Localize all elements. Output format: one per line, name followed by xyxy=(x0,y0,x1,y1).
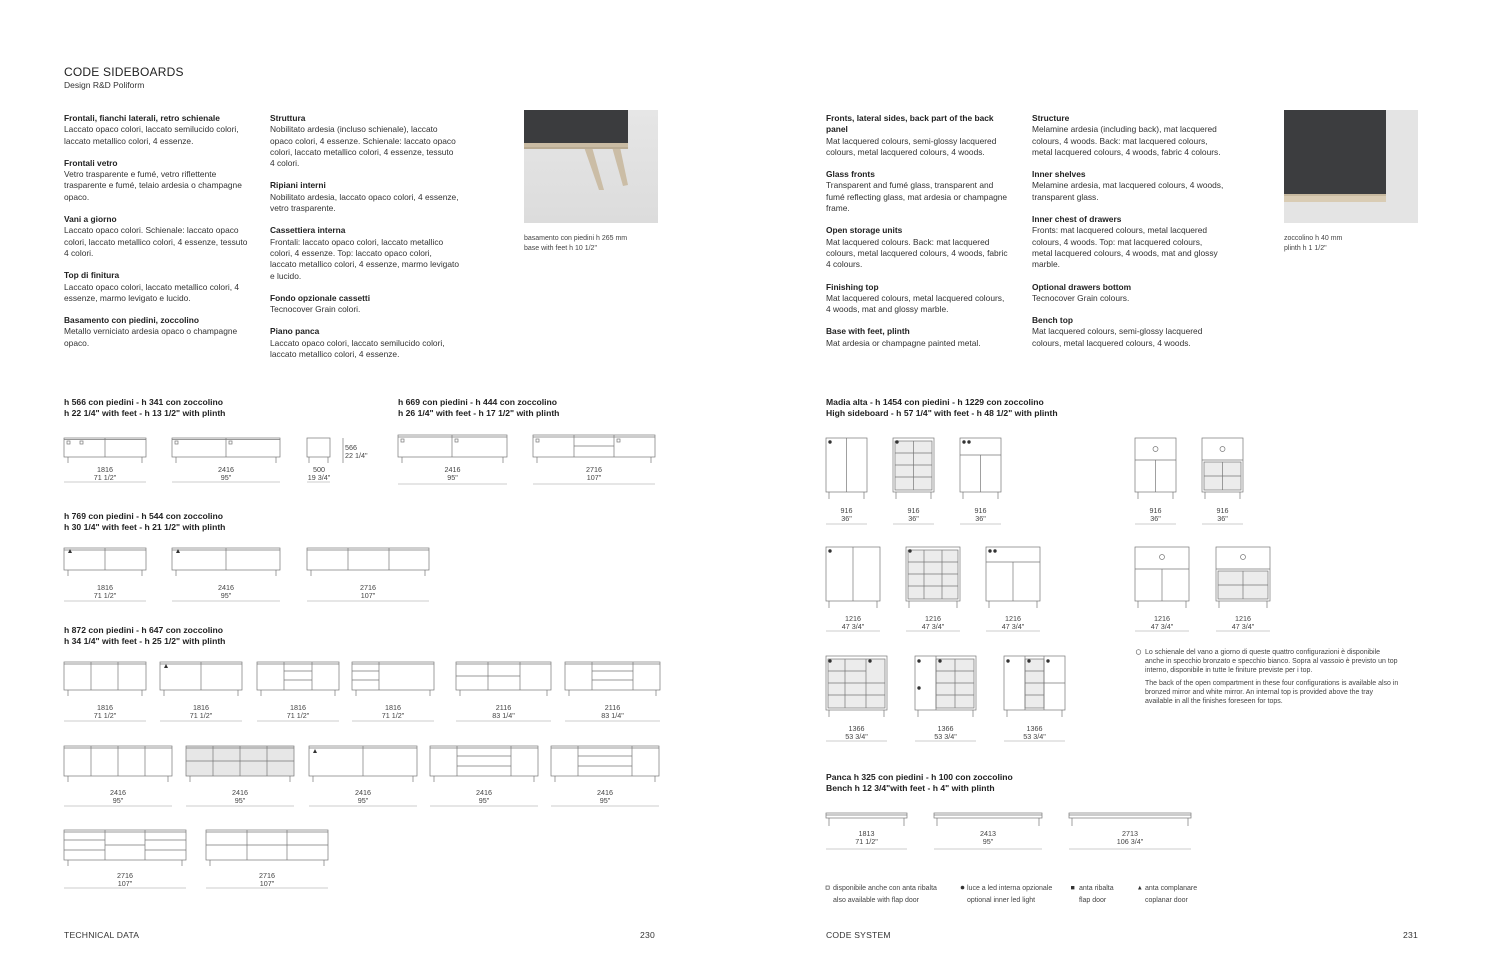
spec-section: Finishing top Mat lacquered colours, metal lacquered colours, 4 woods, mat and glossy marble. xyxy=(826,281,1005,315)
dimension-label: 2416 95" xyxy=(232,788,248,805)
dimension-label: 2716 107" xyxy=(259,871,275,888)
group-heading: Madia alta - h 1454 con piedini - h 1229 con zoccolino xyxy=(826,397,1044,407)
led-light-marker xyxy=(1027,659,1030,662)
led-light-marker xyxy=(895,440,898,443)
dimension-label: 1216 47 3/4" xyxy=(1150,614,1174,631)
coplanar-door-icon xyxy=(1138,886,1142,890)
group-heading: Bench h 12 3/4"with feet - h 4" with plinth xyxy=(826,783,995,793)
led-light-marker xyxy=(917,659,920,662)
led-light-marker xyxy=(967,440,970,443)
group-heading: h 669 con piedini - h 444 con zoccolino xyxy=(398,397,558,407)
dimension-label: 500 19 3/4" xyxy=(307,465,331,482)
footer-section: TECHNICAL DATA xyxy=(64,930,140,940)
led-light-marker xyxy=(917,686,920,689)
footer-section: CODE SYSTEM xyxy=(826,930,891,940)
spec-section: Structure Melamine ardesia (including back), mat lacquered colours, 4 woods. Back: mat lacquered colours, metal lacquered colours, 4 woods, fabric 4 colours. xyxy=(1032,113,1221,157)
group-heading: Panca h 325 con piedini - h 100 con zoccolino xyxy=(826,772,1013,782)
spec-section: Piano panca Laccato opaco colori, laccato semilucido colori, laccato metallico colori, 4 essenze. xyxy=(270,326,445,360)
dimension-label: 2716 107" xyxy=(586,465,602,482)
dimension-label: 2416 95" xyxy=(218,465,234,482)
led-light-marker xyxy=(828,440,831,443)
dimension-label: 2116 83 1/4" xyxy=(492,703,515,720)
note-bullet-icon xyxy=(1136,650,1141,655)
height-label: 566 22 1/4" xyxy=(345,443,368,460)
spec-section: Bench top Mat lacquered colours, semi-glossy lacquered colours, metal lacquered colours, 4 woods. xyxy=(1032,315,1203,348)
spec-section: Glass fronts Transparent and fumé glass, transparent and fumé reflecting glass, mat ardesia or champagne frame. xyxy=(826,169,1008,214)
spec-section: Top di finitura Laccato opaco colori, laccato metallico colori, 4 essenze, marmo levigato e lucido. xyxy=(64,270,240,303)
page-title: CODE SIDEBOARDS xyxy=(64,65,184,79)
dimension-label: 916 36" xyxy=(1216,506,1229,523)
spec-section: Frontali, fianchi laterali, retro schienale Laccato opaco colori, laccato semilucido colori, laccato metallico colori, 4 essenze. xyxy=(64,113,239,146)
spec-section: Basamento con piedini, zoccolino Metallo verniciato ardesia opaco o champagne opaco. xyxy=(64,315,238,348)
led-light-marker xyxy=(988,549,991,552)
spec-section: Frontali vetro Vetro trasparente e fumé, vetro riflettente trasparente e fumé, telaio ardesia o champagne opaco. xyxy=(64,157,242,202)
dimension-label: 2416 95" xyxy=(444,465,461,482)
dimension-label: 2416 95" xyxy=(110,788,126,805)
dimension-label: 2413 95" xyxy=(980,829,996,846)
spec-section: Base with feet, plinth Mat ardesia or champagne painted metal. xyxy=(826,326,981,348)
led-light-marker xyxy=(828,549,831,552)
dimension-label: 1816 71 1/2" xyxy=(93,703,117,720)
spec-section: Ripiani interni Nobilitato ardesia, laccato opaco colori, 4 essenze, vetro trasparente. xyxy=(270,180,459,214)
flap-door-icon xyxy=(1071,886,1074,889)
dimension-label: 1816 71 1/2" xyxy=(189,703,213,720)
dimension-label: 1813 71 1/2" xyxy=(855,829,878,846)
group-heading: High sideboard - h 57 1/4" with feet - h 48 1/2" with plinth xyxy=(826,408,1058,418)
group-heading: h 26 1/4" with feet - h 17 1/2" with plinth xyxy=(398,408,560,418)
led-light-icon xyxy=(961,886,965,890)
dimension-label: 1816 71 1/2" xyxy=(286,703,310,720)
dimension-label: 2416 95" xyxy=(476,788,492,805)
dimension-label: 1366 53 3/4" xyxy=(934,724,957,741)
dimension-label: 1816 71 1/2" xyxy=(381,703,405,720)
group-heading: h 22 1/4" with feet - h 13 1/2" with plinth xyxy=(64,408,226,418)
dimension-label: 916 36" xyxy=(840,506,853,523)
dimension-label: 1216 47 3/4" xyxy=(841,614,865,631)
group-heading: h 769 con piedini - h 544 con zoccolino xyxy=(64,511,224,521)
spec-section: Vani a giorno Laccato opaco colori. Schienale: laccato opaco colori, laccato metallico colori, 4 essenze, tessuto 4 colori. xyxy=(64,214,248,258)
photo-caption: base with feet h 10 1/2" xyxy=(524,245,597,252)
legend-item: anta complanare coplanar door xyxy=(1145,885,1198,904)
dimension-label: 916 36" xyxy=(974,506,987,523)
spec-section: Cassettiera interna Frontali: laccato opaco colori, laccato metallico colori, 4 essenze. Top: laccato opaco colori, laccato metallico colori, 4 essenze, marmo levigato e lucido. xyxy=(270,225,459,281)
spec-section: Fronts, lateral sides, back part of the back panel Mat lacquered colours, semi-glossy lacquered colours, metal lacquered colours, 4 woods. xyxy=(826,113,997,157)
page-number: 230 xyxy=(640,930,655,940)
spec-section: Inner chest of drawers Fronts: mat lacquered colours, metal lacquered colours, 4 woods. Top: mat lacquered colours, metal lacquered colours, 4 woods, mat and glossy marble. xyxy=(1032,214,1218,270)
led-light-marker xyxy=(908,549,911,552)
page-number: 231 xyxy=(1403,930,1418,940)
led-light-marker xyxy=(938,659,941,662)
dimension-label: 1816 71 1/2" xyxy=(93,465,117,482)
led-light-marker xyxy=(868,659,871,662)
legend-item: anta ribalta flap door xyxy=(1079,885,1114,904)
dimension-label: 1816 71 1/2" xyxy=(93,583,117,600)
dimension-label: 1216 47 3/4" xyxy=(1231,614,1255,631)
dimension-label: 916 36" xyxy=(1149,506,1162,523)
spec-section: Fondo opzionale cassetti Tecnocover Grain colori. xyxy=(270,292,371,315)
photo-caption: basamento con piedini h 265 mm xyxy=(524,235,628,242)
led-light-marker xyxy=(1046,659,1049,662)
dimension-label: 2716 107" xyxy=(117,871,133,888)
photo-caption: zoccolino h 40 mm xyxy=(1284,235,1343,242)
led-light-marker xyxy=(993,549,996,552)
dimension-label: 2416 95" xyxy=(597,788,613,805)
legend-item: disponibile anche con anta ribalta also available with flap door xyxy=(833,885,937,904)
dimension-label: 2416 95" xyxy=(355,788,371,805)
dimension-label: 2713 106 3/4" xyxy=(1116,829,1144,846)
group-heading: h 872 con piedini - h 647 con zoccolino xyxy=(64,625,224,635)
led-light-marker xyxy=(962,440,965,443)
spec-section: Optional drawers bottom Tecnocover Grain colours. xyxy=(1032,281,1132,303)
dimension-label: 2716 107" xyxy=(360,583,376,600)
led-light-marker xyxy=(1006,659,1009,662)
dimension-label: 1216 47 3/4" xyxy=(921,614,945,631)
flap-door-option-icon xyxy=(826,886,829,889)
designer-credit: Design R&D Poliform xyxy=(64,80,145,90)
spec-section: Inner shelves Melamine ardesia, mat lacquered colours, 4 woods, transparent glass. xyxy=(1032,169,1224,202)
dimension-label: 2416 95" xyxy=(218,583,234,600)
dimension-label: 2116 83 1/4" xyxy=(601,703,624,720)
legend-item: luce a led interna opzionale optional inner led light xyxy=(967,885,1053,904)
spec-section: Open storage units Mat lacquered colours. Back: mat lacquered colours, metal lacquered colours, 4 woods, fabric 4 colours. xyxy=(826,225,1008,270)
open-compartment-note: Lo schienale del vano a giorno di queste quattro configurazioni è disponibile anche in specchio bronzato e specchio bianco. Sopra al vassoio è previsto un top interno, disponibile in tutte le finiture previste per i top. The back of the open compartment in these four configurations is available also in bronzed mirror and white mirror. An internal top is provided above the tray available in all the finishes foreseen for tops. xyxy=(1145,649,1399,705)
group-heading: h 30 1/4" with feet - h 21 1/2" with plinth xyxy=(64,522,226,532)
dimension-label: 1216 47 3/4" xyxy=(1001,614,1025,631)
group-heading: h 34 1/4" with feet - h 25 1/2" with plinth xyxy=(64,636,226,646)
led-light-marker xyxy=(828,659,831,662)
photo-caption: plinth h 1 1/2" xyxy=(1284,245,1327,252)
dimension-label: 1366 53 3/4" xyxy=(845,724,868,741)
dimension-label: 916 36" xyxy=(907,506,920,523)
group-heading: h 566 con piedini - h 341 con zoccolino xyxy=(64,397,224,407)
dimension-label: 1366 53 3/4" xyxy=(1023,724,1046,741)
spec-section: Struttura Nobilitato ardesia (incluso schienale), laccato opaco colori, 4 essenze. Schienale: laccato opaco colori, laccato metallico colori, 4 essenze, tessuto 4 colori. xyxy=(270,113,456,169)
